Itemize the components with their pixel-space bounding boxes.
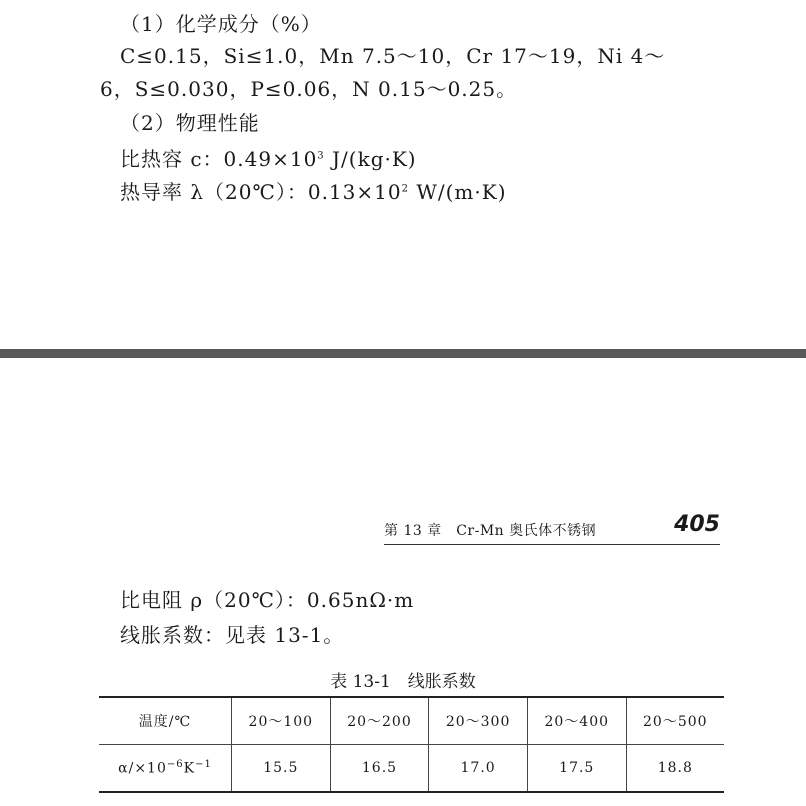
- page-number: 405: [674, 512, 720, 537]
- coefficient-cell: 18.8: [626, 745, 724, 793]
- composition-line-2: 6，S≤0.030，P≤0.06，N 0.15～0.25。: [100, 77, 518, 101]
- thermal-conductivity-text: 热导率 λ（20℃）：0.13×10: [120, 180, 402, 204]
- temperature-cell: 20～200: [330, 697, 429, 745]
- thermal-conductivity-unit: W/(m·K): [408, 180, 507, 204]
- specific-heat-line: [120, 143, 417, 172]
- expansion-table: [99, 696, 724, 793]
- specific-heat-unit: J/(kg·K): [324, 147, 417, 171]
- coefficient-cell: 16.5: [330, 745, 429, 793]
- coefficient-prefix: α/×10: [118, 760, 167, 777]
- coefficient-exponent-1: −6: [166, 759, 184, 771]
- temperature-cell: 20～300: [429, 697, 528, 745]
- table-row-coefficient: [99, 745, 724, 793]
- thermal-conductivity-exponent: 2: [401, 183, 409, 195]
- temperature-cell: 20～400: [527, 697, 626, 745]
- composition-heading: （1）化学成分（%）: [120, 12, 322, 36]
- temperature-cell: 20～100: [232, 697, 331, 745]
- thermal-conductivity-line: [120, 176, 507, 205]
- coefficient-cell: 17.0: [429, 745, 528, 793]
- coefficient-exponent-2: −1: [195, 759, 212, 771]
- specific-heat-text: 比热容 c：0.49×10: [120, 147, 318, 171]
- row-header-temperature: 温度/℃: [138, 714, 192, 730]
- resistivity-line: 比电阻 ρ（20℃）：0.65nΩ·m: [120, 588, 415, 612]
- temperature-cell: 20～500: [626, 697, 724, 745]
- composition-line-1: C≤0.15，Si≤1.0，Mn 7.5～10，Cr 17～19，Ni 4～: [120, 44, 666, 68]
- page-divider: [0, 349, 806, 358]
- table-caption: 表 13-1 线胀系数: [330, 672, 476, 692]
- coefficient-cell: 17.5: [527, 745, 626, 793]
- row-header-coefficient: [99, 745, 232, 793]
- coefficient-cell: 15.5: [232, 745, 331, 793]
- expansion-line: 线胀系数：见表 13-1。: [120, 623, 345, 647]
- page-header: [384, 512, 720, 545]
- specific-heat-exponent: 3: [317, 150, 325, 162]
- table-row-temperature: [99, 697, 724, 745]
- chapter-title: 第 13 章 Cr-Mn 奥氏体不锈钢: [384, 523, 597, 539]
- coefficient-unit: K: [183, 760, 196, 777]
- physical-heading: （2）物理性能: [120, 111, 260, 135]
